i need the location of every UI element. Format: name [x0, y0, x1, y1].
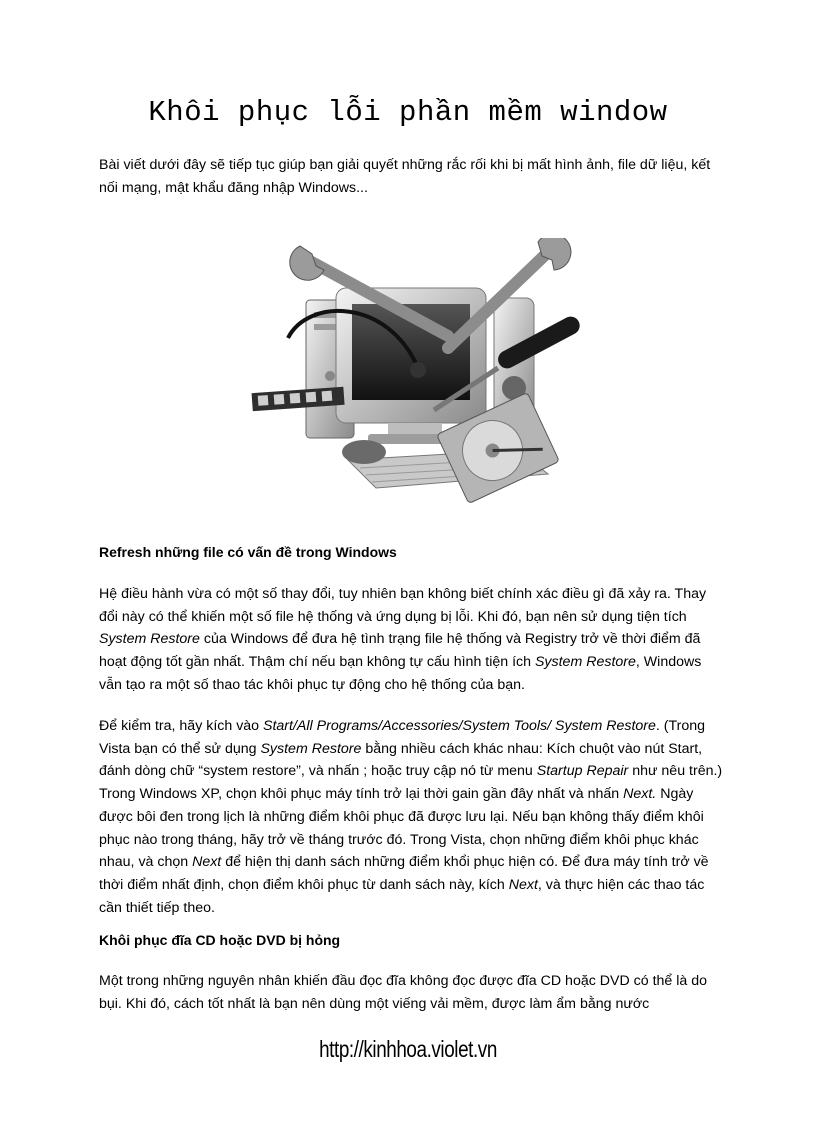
text-run-italic: System Restore — [534, 654, 636, 671]
text-run-italic: Start/All Programs/Accessories/System Tools/ System Restore — [263, 718, 656, 734]
text-run-italic: System Restore — [260, 740, 362, 757]
section1-paragraph-1 — [99, 583, 724, 697]
text-run: của Windows để đưa hệ tình trạng file hệ thống và Registry trở về thời điểm đã hoạt động tốt gần nhất. Thậm chí nếu bạn không tự cấu hình tiện ích — [99, 631, 701, 671]
page-title: Khôi phục lỗi phần mềm window — [148, 96, 668, 129]
section1-paragraph-2 — [99, 715, 724, 919]
text-run: như nêu trên.) Trong Windows XP, chọn khôi phục máy tính trở lại thời gain gần đây nhất và nhấn — [99, 763, 723, 803]
footer-url: http://kinhhoa.violet.vn — [319, 1036, 497, 1062]
text-run-italic: Next — [192, 854, 222, 871]
text-run: Để kiểm tra, hãy kích vào — [99, 718, 264, 734]
text-run: Hệ điều hành vừa có một số thay đổi, tuy nhiên bạn không biết chính xác điều gì đã xảy ra. Thay đổi này có thể khiến một số file hệ thống và ứng dụng bị lỗi. Khi đó, bạn nên sử dụng tiện tích — [99, 586, 707, 625]
text-run: để hiện thị danh sách những điểm khổi phục hiện có. Để đưa máy tính trở về thời điểm nhất định, chọn điểm khôi phục từ danh sách này, kích — [99, 854, 709, 893]
computer-repair-tools-illustration — [248, 238, 584, 514]
intro-paragraph: Bài viết dưới đây sẽ tiếp tục giúp bạn giải quyết những rắc rối khi bị mất hình ảnh, file dữ liệu, kết nối mạng, mật khẩu đăng nhập Windows... — [99, 157, 711, 196]
text-run: , và thực hiện các thao tác cần thiết tiếp theo. — [99, 876, 705, 916]
section-heading-repair-cd-dvd: Khôi phục đĩa CD hoặc DVD bị hỏng — [99, 932, 341, 948]
text-run-italic: Next. — [623, 786, 657, 803]
section-heading-refresh-files: Refresh những file có vấn đề trong Windows — [99, 544, 397, 560]
text-run: . (Trong Vista bạn có thể sử dụng — [99, 718, 706, 757]
text-run-italic: Next — [508, 876, 538, 893]
text-run-italic: Startup Repair — [536, 763, 629, 780]
section2-paragraph-1: Một trong những nguyên nhân khiến đầu đọc đĩa không đọc được đĩa CD hoặc DVD có thể là do bụi. Khi đó, cách tốt nhất là bạn nên dùng một viếng vải mềm, được làm ẩm bằng nước — [99, 973, 708, 1012]
text-run: Ngày được bôi đen trong lịch là những điểm khôi phục đã được lưu lại. Nếu bạn không thấy điểm khôi phục nào trong tháng, hãy trở về tháng trước đó. Trong Vista, chọn những điểm khôi phục khác nhau, và chọn — [99, 786, 704, 871]
text-run-italic: System Restore — [99, 631, 200, 648]
text-run: bằng nhiều cách khác nhau: Kích chuột vào nút Start, đánh dòng chữ “system restore”, và nhấn ; hoặc truy cập nó từ menu — [99, 740, 703, 780]
text-run: , Windows vẫn tạo ra một số thao tác khôi phục tự động cho hệ thống của bạn. — [99, 654, 702, 693]
